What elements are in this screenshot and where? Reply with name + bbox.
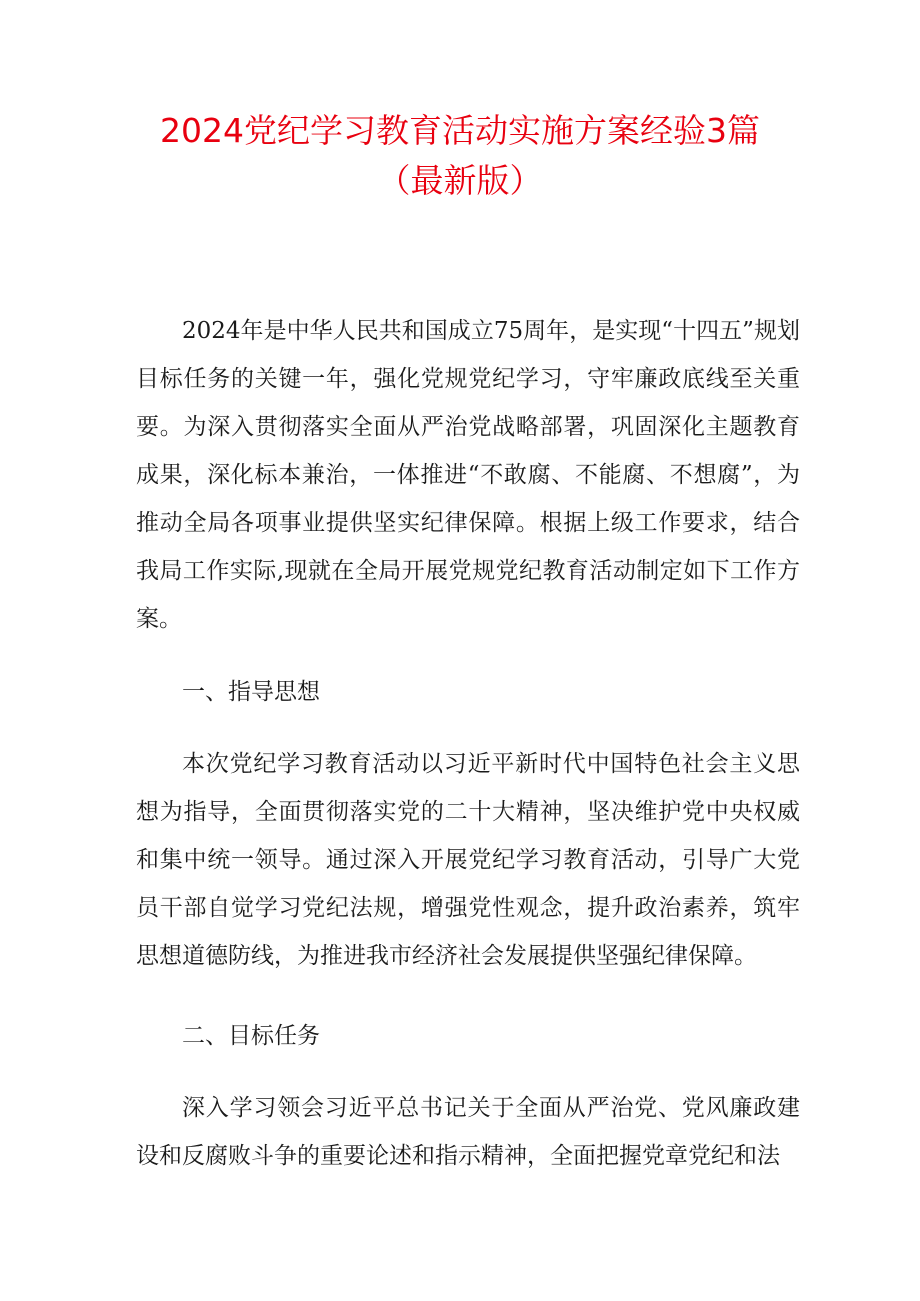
document-subtitle: （最新版） [377,161,543,200]
document-title: 2024党纪学习教育活动实施方案经验3篇 [160,111,760,150]
paragraph-goals-tasks: 深入学习领会习近平总书记关于全面从严治党、党风廉政建设和反腐败斗争的重要论述和指示精神，全面把握党章党纪和法 [136,1095,800,1169]
section-heading-guiding-ideology: 一、指导思想 [182,679,320,705]
section-heading-goals-tasks: 二、目标任务 [182,1023,320,1049]
paragraph-intro: 2024年是中华人民共和国成立75周年，是实现“十四五”规划目标任务的关键一年，强化党规党纪学习，守牢廉政底线至关重要。为深入贯彻落实全面从严治党战略部署，巩固深化主题教育成果，深化标本兼治，一体推进“不敢腐、不能腐、不想腐”，为推动全局各项事业提供坚实纪律保障。根据上级工作要求，结合我局工作实际,现就在全局开展党规党纪教育活动制定如下工作方案。 [136,318,800,632]
paragraph-guiding-ideology: 本次党纪学习教育活动以习近平新时代中国特色社会主义思想为指导，全面贯彻落实党的二十大精神，坚决维护党中央权威和集中统一领导。通过深入开展党纪学习教育活动，引导广大党员干部自觉学习党纪法规，增强党性观念，提升政治素养，筑牢思想道德防线，为推进我市经济社会发展提供坚强纪律保障。 [136,751,800,969]
